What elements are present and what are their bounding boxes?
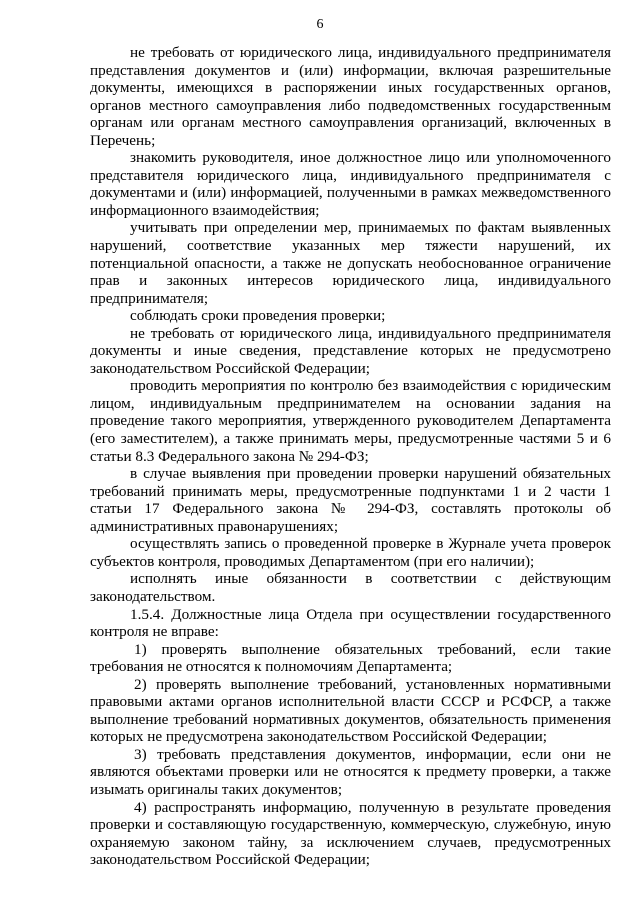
paragraph: исполнять иные обязанности в соответствии с действующим законодательством. (90, 570, 611, 605)
section-heading-paragraph: 1.5.4. Должностные лица Отдела при осуществлении государственного контроля не вправе: (90, 605, 611, 641)
paragraph: проводить мероприятия по контролю без взаимодействия с юридическим лицом, индивидуальным предпринимателем на основании задания на проведение такого мероприятия, утвержденного руководителем Департамента (его заместителем), а также принимать меры, предусмотренные частями 5 и 6 статьи 8.3 Федерального закона № 294-ФЗ; (90, 377, 611, 465)
list-item-4: 4) распространять информацию, полученную в результате проведения проверки и составляющую государственную, коммерческую, служебную, иную охраняемую законом тайну, за исключением случаев, предусмотренных законодательством Российской Федерации; (90, 798, 611, 869)
paragraph: соблюдать сроки проведения проверки; (130, 307, 386, 325)
document-body (90, 44, 611, 869)
list-item-1: 1) проверять выполнение обязательных требований, если такие требования не относятся к полномочиям Департамента; (90, 640, 611, 676)
paragraph: учитывать при определении мер, принимаемых по фактам выявленных нарушений, соответствие указанных мер тяжести нарушений, их потенциальной опасности, а также не допускать необоснованное ограничение прав и законных интересов юридического лица, индивидуального предпринимателя; (90, 219, 611, 307)
page-number: 6 (316, 17, 324, 32)
paragraph: в случае выявления при проведении проверки нарушений обязательных требований принимать меры, предусмотренные подпунктами 1 и 2 части 1 статьи 17 Федерального закона № 294-ФЗ, составлять протоколы об административных правонарушениях; (90, 465, 611, 535)
list-item-2: 2) проверять выполнение требований, установленных нормативными правовыми актами органов исполнительной власти СССР и РСФСР, а также выполнение требований нормативных документов, обязательность применения которых не предусмотрена законодательством Российской Федерации; (90, 675, 611, 746)
paragraph: осуществлять запись о проведенной проверке в Журнале учета проверок субъектов контроля, проводимых Департаментом (при его наличии); (90, 535, 611, 570)
paragraph: знакомить руководителя, иное должностное лицо или уполномоченного представителя юридического лица, индивидуального предпринимателя с документами и (или) информацией, полученными в рамках межведомственного информационного взаимодействия; (90, 149, 611, 219)
paragraph: не требовать от юридического лица, индивидуального предпринимателя представления документов и (или) информации, включая разрешительные документы, имеющихся в распоряжении иных государственных органов, органов местного самоуправления либо подведомственных государственным органам или органам местного самоуправления организаций, включенных в Перечень; (90, 44, 611, 149)
list-item-3: 3) требовать представления документов, информации, если они не являются объектами проверки или не относятся к предмету проверки, а также изымать оригиналы таких документов; (90, 745, 611, 798)
paragraph: не требовать от юридического лица, индивидуального предпринимателя документы и иные сведения, представление которых не предусмотрено законодательством Российской Федерации; (90, 324, 611, 377)
